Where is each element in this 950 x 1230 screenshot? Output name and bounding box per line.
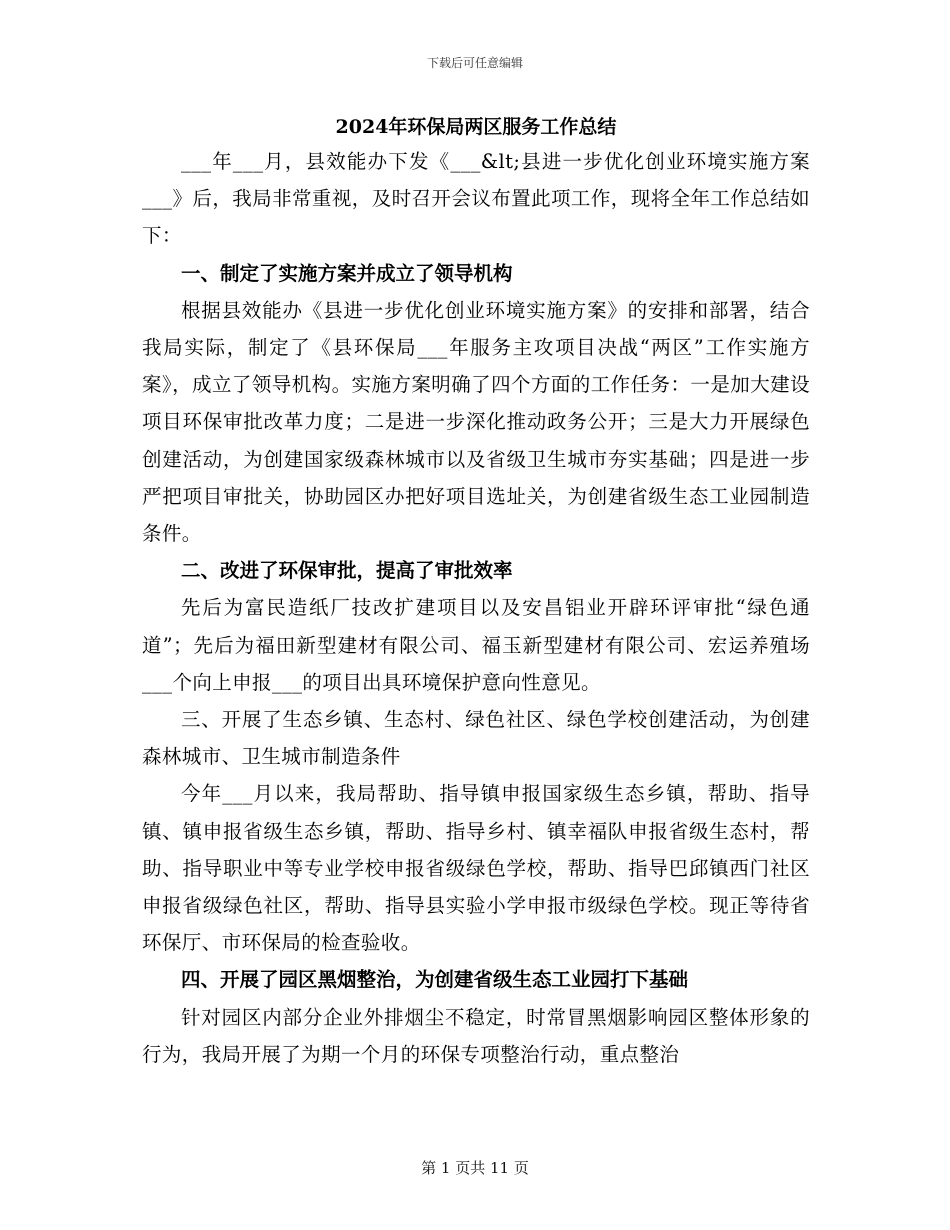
intro-paragraph: ___年___月，县效能办下发《___&lt;县进一步优化创业环境实施方案___》后，我局非常重视，及时召开会议布置此项工作，现将全年工作总结如下：: [142, 150, 810, 248]
section-2-heading: 二、改进了环保审批，提高了审批效率: [181, 559, 513, 583]
page-header-note: 下载后可任意编辑: [426, 56, 523, 70]
section-2-paragraph: 先后为富民造纸厂技改扩建项目以及安昌铝业开辟环评审批“绿色通道”；先后为福田新型建材有限公司、福玉新型建材有限公司、宏运养殖场___个向上申报___的项目出具环境保护意向性意见。: [142, 596, 810, 694]
page-number-footer: 第 1 页共 11 页: [421, 1159, 529, 1177]
section-4-paragraph: 针对园区内部分企业外排烟尘不稳定，时常冒黑烟影响园区整体形象的行为，我局开展了为期一个月的环保专项整治行动，重点整治: [142, 1005, 810, 1066]
section-1-paragraph: 根据县效能办《县进一步优化创业环境实施方案》的安排和部署，结合我局实际，制定了《县环保局___年服务主攻项目决战“两区”工作实施方案》，成立了领导机构。实施方案明确了四个方面的工作任务：一是加大建设项目环保审批改革力度；二是进一步深化推动政务公开；三是大力开展绿色创建活动，为创建国家级森林城市以及省级卫生城市夯实基础；四是进一步严把项目审批关，协助园区办把好项目选址关，为创建省级生态工业园制造条件。: [142, 298, 810, 546]
section-4-heading: 四、开展了园区黑烟整治，为创建省级生态工业园打下基础: [181, 968, 689, 992]
document-title: 2024年环保局两区服务工作总结: [335, 116, 617, 138]
section-3-paragraph: 今年___月以来，我局帮助、指导镇申报国家级生态乡镇，帮助、指导镇、镇申报省级生态乡镇，帮助、指导乡村、镇幸福队申报省级生态村，帮助、指导职业中等专业学校申报省级绿色学校，帮助、指导巴邱镇西门社区申报省级绿色社区，帮助、指导县实验小学申报市级绿色学校。现正等待省环保厅、市环保局的检查验收。: [142, 782, 810, 955]
section-3-heading: 三、开展了生态乡镇、生态村、绿色社区、绿色学校创建活动，为创建森林城市、卫生城市制造条件: [142, 708, 810, 769]
section-1-heading: 一、制定了实施方案并成立了领导机构: [181, 261, 513, 285]
document-body: [142, 112, 810, 1073]
